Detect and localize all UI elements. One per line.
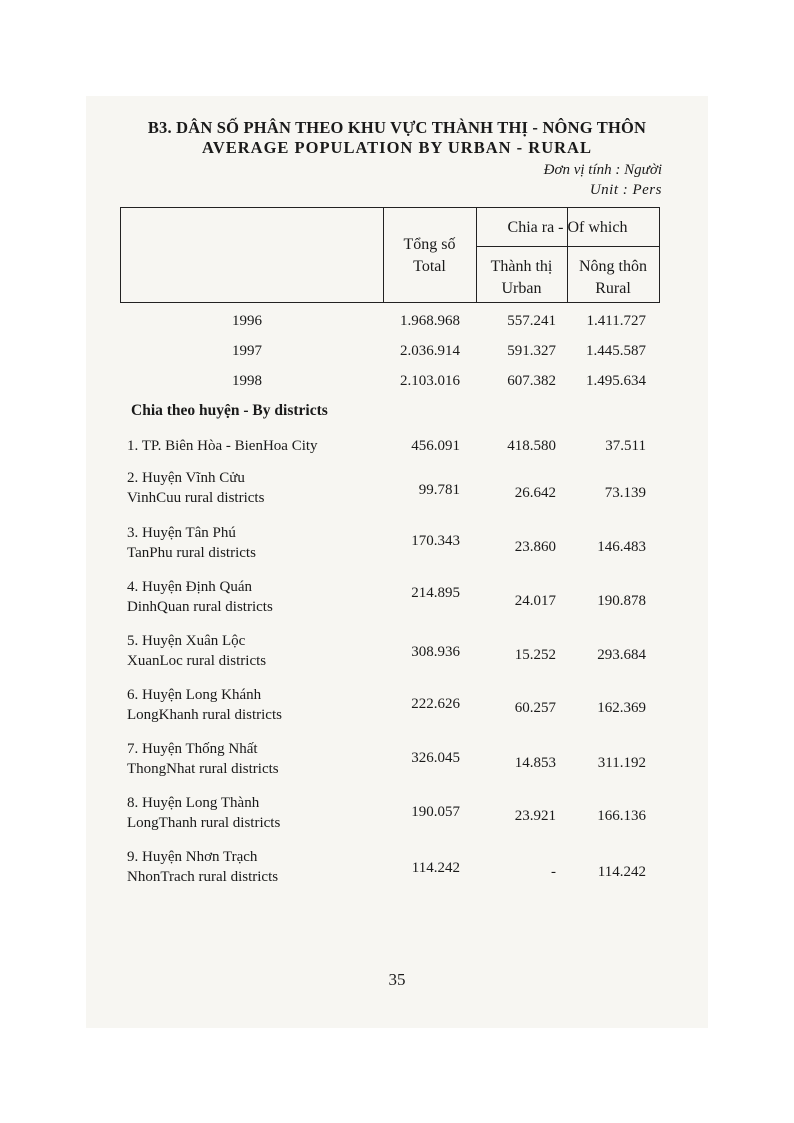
district-name [127, 793, 280, 833]
urban-value: 607.382 [507, 373, 556, 389]
urban-value: 24.017 [514, 593, 556, 609]
total-value: 2.036.914 [400, 343, 460, 359]
urban-value: 591.327 [507, 343, 556, 359]
district-name-line2: NhonTrach rural districts [127, 869, 279, 885]
rural-value: 37.511 [605, 438, 646, 454]
table-header [120, 207, 660, 303]
year-label: 1998 [232, 373, 262, 389]
district-name [127, 523, 256, 563]
of-which-header: Chia ra - Of which [507, 219, 628, 236]
year-label: 1997 [232, 343, 262, 359]
rural-value: 146.483 [597, 539, 646, 555]
rural-value: 1.411.727 [586, 313, 646, 329]
district-name-line1: 3. Huyện Tân Phú [127, 525, 236, 541]
total-value: 2.103.016 [400, 373, 460, 389]
urban-header-en: Urban [501, 280, 542, 297]
rural-value: 1.495.634 [586, 373, 646, 389]
district-name-line2: LongThanh rural districts [127, 815, 281, 831]
district-name [127, 436, 318, 456]
rural-header-en: Rural [595, 280, 631, 297]
district-name-line1: 8. Huyện Long Thành [127, 795, 260, 811]
district-name-line2: TanPhu rural districts [127, 545, 256, 561]
rural-value: 73.139 [604, 485, 646, 501]
total-value: 308.936 [411, 644, 460, 660]
district-name [127, 468, 264, 508]
header-divider [476, 246, 659, 247]
total-header-en: Total [413, 258, 446, 275]
district-name-line1: 6. Huyện Long Khánh [127, 687, 262, 703]
year-label: 1996 [232, 313, 262, 329]
rural-value: 311.192 [597, 755, 646, 771]
district-name-line1: 7. Huyện Thống Nhất [127, 741, 258, 757]
total-value: 214.895 [411, 585, 460, 601]
district-name [127, 685, 282, 725]
urban-value: 23.860 [514, 539, 556, 555]
total-value: 190.057 [411, 804, 460, 820]
district-name-line1: 1. TP. Biên Hòa - BienHoa City [127, 438, 318, 454]
rural-value: 190.878 [597, 593, 646, 609]
unit-label-english: Unit : Pers [589, 182, 662, 198]
rural-value: 162.369 [597, 700, 646, 716]
district-name-line2: ThongNhat rural districts [127, 761, 279, 777]
rural-header [567, 256, 659, 300]
district-name [127, 577, 273, 617]
rural-value: 166.136 [597, 808, 646, 824]
total-value: 222.626 [411, 696, 460, 712]
rural-header-vi: Nông thôn [579, 258, 647, 275]
total-value: 326.045 [411, 750, 460, 766]
district-name-line2: XuanLoc rural districts [127, 653, 267, 669]
rural-value: 1.445.587 [586, 343, 646, 359]
district-name-line1: 5. Huyện Xuân Lộc [127, 633, 246, 649]
district-name [127, 739, 279, 779]
urban-value: 60.257 [514, 700, 556, 716]
total-value: 456.091 [411, 438, 460, 454]
district-name [127, 631, 266, 671]
total-value: 114.242 [411, 860, 460, 876]
urban-header [476, 256, 567, 300]
total-value: 99.781 [418, 482, 460, 498]
urban-value: 418.580 [507, 438, 556, 454]
district-name-line2: DinhQuan rural districts [127, 599, 273, 615]
urban-value: 26.642 [514, 485, 556, 501]
district-name-line2: LongKhanh rural districts [127, 707, 282, 723]
total-header-vi: Tổng số [403, 236, 456, 253]
rural-value: 114.242 [597, 864, 646, 880]
district-name-line2: VinhCuu rural districts [127, 490, 265, 506]
section-label: Chia theo huyện - By districts [131, 402, 328, 419]
total-header [383, 234, 476, 278]
table-title-vietnamese: B3. DÂN SỐ PHÂN THEO KHU VỰC THÀNH THỊ - NÔNG THÔN [147, 118, 647, 137]
urban-value: - [551, 864, 556, 880]
rural-value: 293.684 [597, 647, 646, 663]
urban-value: 23.921 [514, 808, 556, 824]
district-name-line1: 9. Huyện Nhơn Trạch [127, 849, 258, 865]
unit-label-vietnamese: Đơn vị tính : Người [543, 162, 662, 178]
district-name-line1: 4. Huyện Định Quán [127, 579, 252, 595]
urban-value: 557.241 [507, 313, 556, 329]
urban-header-vi: Thành thị [490, 258, 553, 275]
district-name [127, 847, 278, 887]
total-value: 170.343 [411, 533, 460, 549]
table-title-english: AVERAGE POPULATION BY URBAN - RURAL [202, 138, 592, 157]
urban-value: 15.252 [514, 647, 556, 663]
total-value: 1.968.968 [400, 313, 460, 329]
district-name-line1: 2. Huyện Vĩnh Cửu [127, 470, 245, 486]
urban-value: 14.853 [514, 755, 556, 771]
page-number: 35 [388, 970, 406, 989]
